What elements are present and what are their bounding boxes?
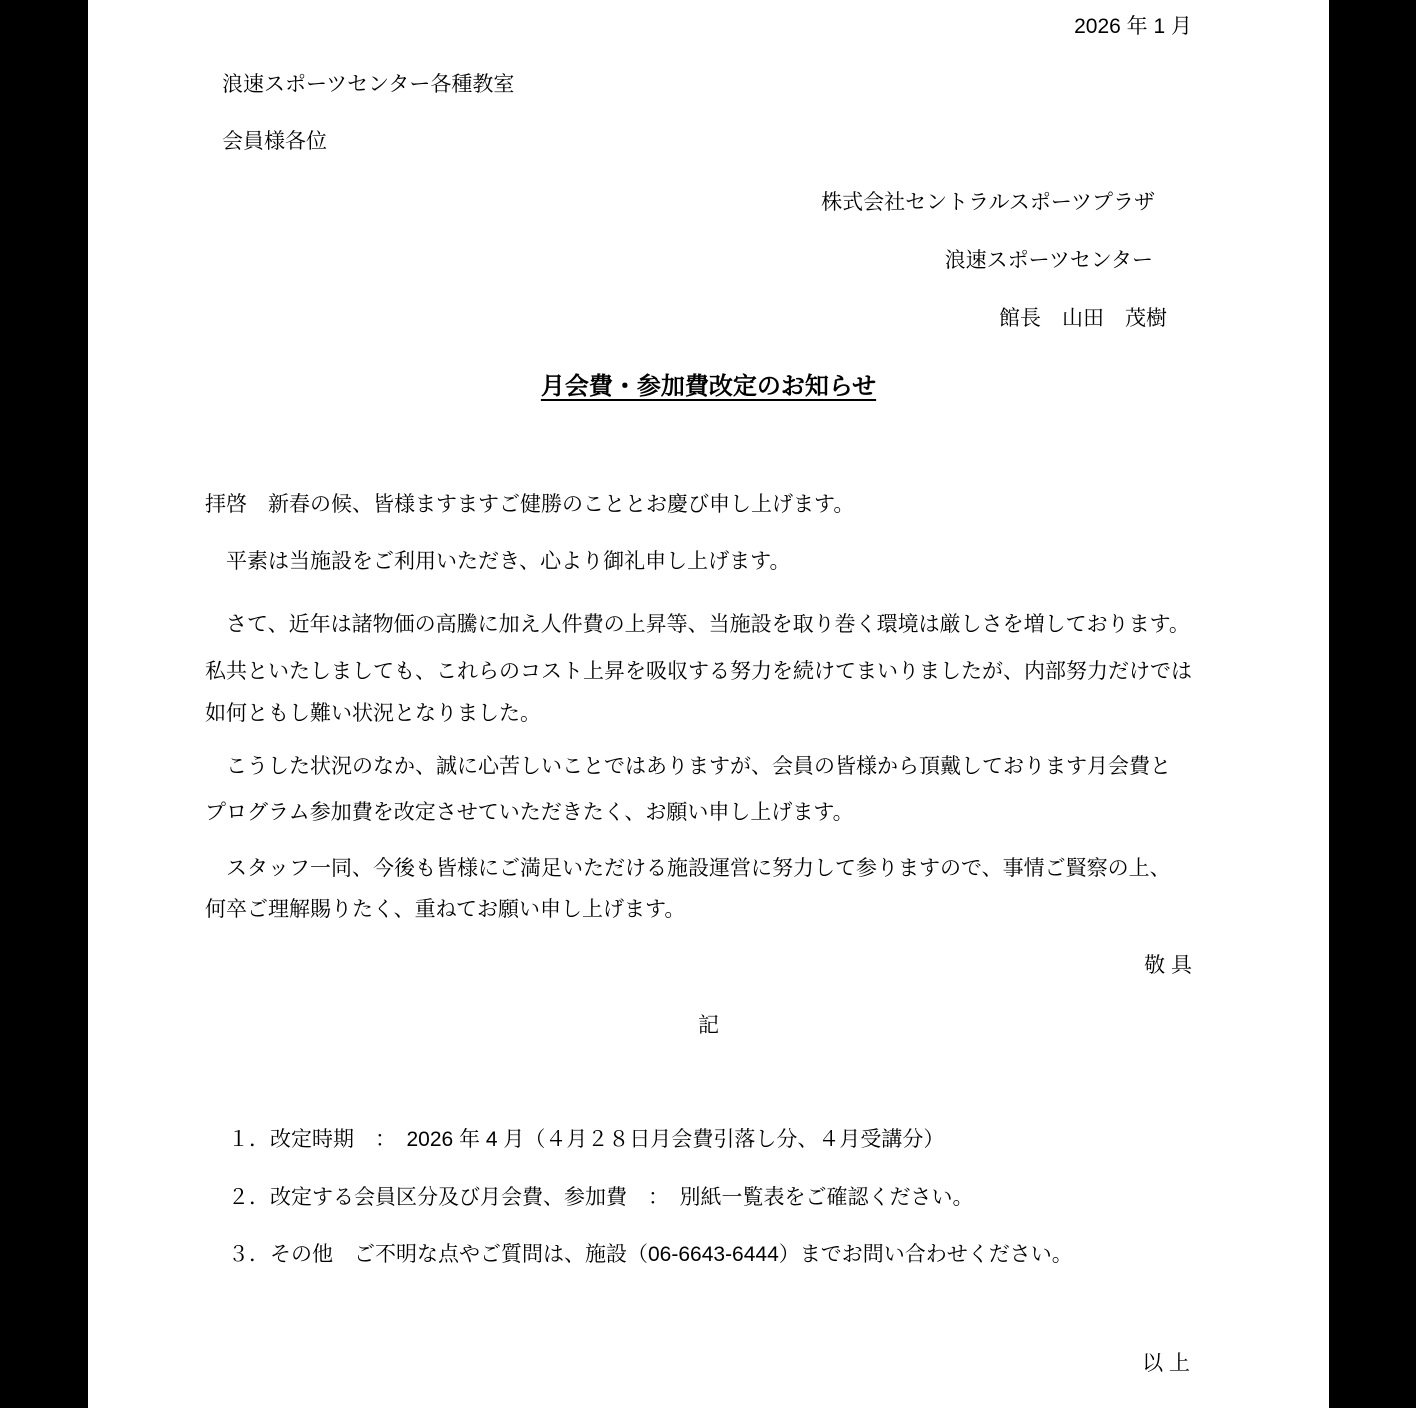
recipient-members: 会員様各位 bbox=[222, 130, 327, 153]
sender-branch: 浪速スポーツセンター bbox=[944, 249, 1153, 272]
body-line: こうした状況のなか、誠に心苦しいことではありますが、会員の皆様から頂戴しております月会費と bbox=[205, 755, 1171, 778]
end-marker-ijou: 以 上 bbox=[1142, 1352, 1190, 1375]
recipient-organization: 浪速スポーツセンター各種教室 bbox=[222, 73, 515, 96]
sender-company: 株式会社セントラルスポーツプラザ bbox=[821, 191, 1155, 214]
body-line: プログラム参加費を改定させていただきたく、お願い申し上げます。 bbox=[205, 801, 854, 824]
item-revision-date: １．改定時期 ： 2026 年 4 月（４月２８日月会費引落し分、４月受講分） bbox=[228, 1128, 945, 1151]
document-title: 月会費・参加費改定のお知らせ bbox=[540, 373, 877, 400]
body-line: 何卒ご理解賜りたく、重ねてお願い申し上げます。 bbox=[205, 898, 686, 921]
letter-page bbox=[88, 0, 1329, 1408]
body-line: 如何ともし難い状況となりました。 bbox=[205, 702, 541, 725]
notation-marker-ki: 記 bbox=[698, 1014, 719, 1037]
item-contact-info: ３．その他 ご不明な点やご質問は、施設（06-6643-6444）までお問い合わせください。 bbox=[228, 1243, 1073, 1266]
sender-director: 館長 山田 茂樹 bbox=[999, 307, 1167, 330]
closing-keigu: 敬 具 bbox=[1144, 954, 1192, 977]
body-line: 平素は当施設をご利用いただき、心より御礼申し上げます。 bbox=[205, 550, 791, 573]
body-line: 私共といたしましても、これらのコスト上昇を吸収する努力を続けてまいりましたが、内部努力だけでは bbox=[205, 660, 1192, 683]
body-line: さて、近年は諸物価の高騰に加え人件費の上昇等、当施設を取り巻く環境は厳しさを増しております。 bbox=[205, 613, 1190, 636]
letter-date: 2026 年 1 月 bbox=[1074, 15, 1192, 38]
body-line: 拝啓 新春の候、皆様ますますご健勝のこととお慶び申し上げます。 bbox=[205, 493, 855, 516]
item-revision-detail: ２．改定する会員区分及び月会費、参加費 ： 別紙一覧表をご確認ください。 bbox=[228, 1186, 974, 1209]
body-line: スタッフ一同、今後も皆様にご満足いただける施設運営に努力して参りますので、事情ご賢察の上、 bbox=[205, 857, 1171, 880]
